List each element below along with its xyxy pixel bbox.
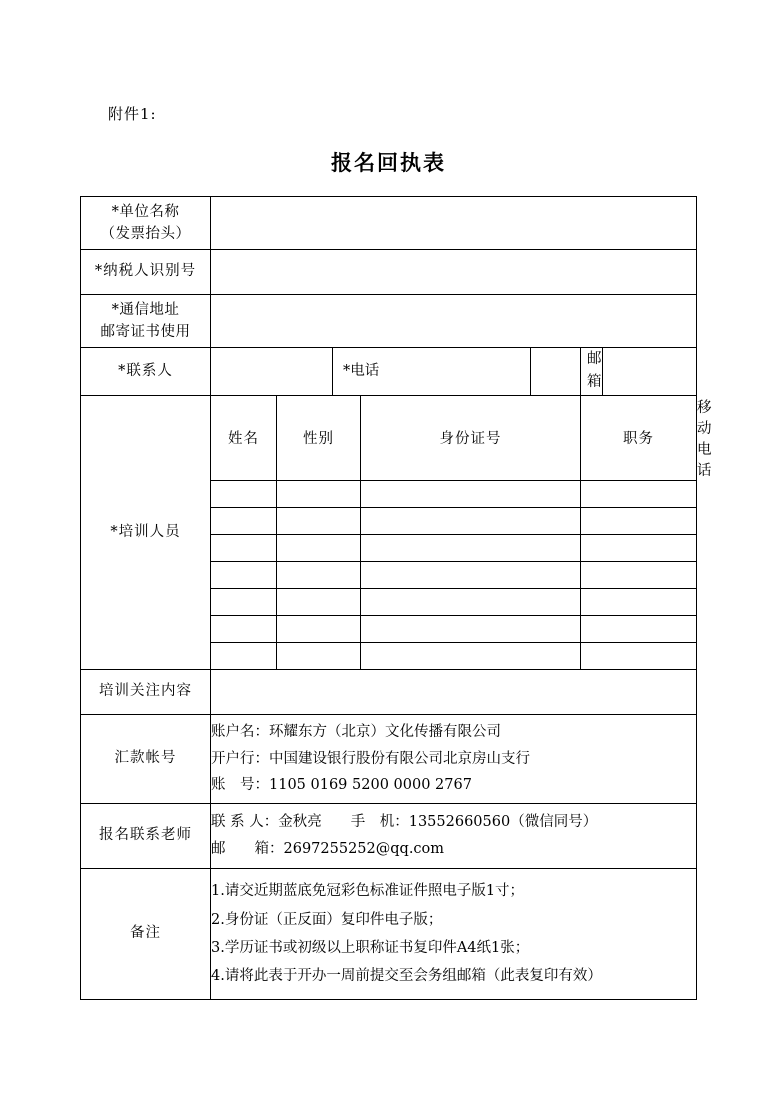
trainee-header-id: 身份证号	[361, 395, 581, 480]
trainee-cell-name[interactable]	[211, 534, 277, 561]
remark-label: 备注	[81, 868, 211, 999]
phone-label: *电话	[333, 348, 531, 396]
table-row-taxpayer-id	[81, 250, 697, 295]
trainee-cell-position[interactable]	[581, 615, 697, 642]
remark-line-3: 3.学历证书或初级以上职称证书复印件A4纸1张；	[211, 939, 530, 956]
unit-name-label-line1: *单位名称	[111, 203, 180, 220]
remittance-line-account-number: 账 号：1105 0169 5200 0000 2767	[211, 777, 472, 794]
trainee-cell-position[interactable]	[581, 480, 697, 507]
phone-value[interactable]	[531, 348, 581, 396]
table-row-address	[81, 295, 697, 348]
trainee-cell-position[interactable]	[581, 507, 697, 534]
trainee-cell-gender[interactable]	[277, 561, 361, 588]
remark-line-4: 4.请将此表于开办一周前提交至会务组邮箱（此表复印有效）	[211, 968, 602, 985]
trainee-cell-gender[interactable]	[277, 507, 361, 534]
trainee-cell-name[interactable]	[211, 588, 277, 615]
trainee-cell-id[interactable]	[361, 480, 581, 507]
trainee-header-name: 姓名	[211, 395, 277, 480]
trainee-cell-id[interactable]	[361, 642, 581, 669]
remittance-value	[211, 714, 697, 803]
trainee-header-gender: 性别	[277, 395, 361, 480]
remittance-line-bank: 开户行：中国建设银行股份有限公司北京房山支行	[211, 750, 530, 767]
table-row-remark	[81, 868, 697, 999]
email-label: 邮箱	[581, 348, 603, 396]
focus-value[interactable]	[211, 669, 697, 714]
trainee-cell-gender[interactable]	[277, 615, 361, 642]
trainee-cell-name[interactable]	[211, 480, 277, 507]
trainee-cell-name[interactable]	[211, 615, 277, 642]
table-row-remittance	[81, 714, 697, 803]
remark-line-1: 1.请交近期蓝底免冠彩色标准证件照电子版1寸；	[211, 883, 525, 900]
registration-form-table	[80, 196, 713, 1000]
page-title: 报名回执表	[331, 150, 446, 175]
table-row-contact	[81, 348, 697, 396]
email-value[interactable]	[603, 348, 697, 396]
trainee-cell-id[interactable]	[361, 588, 581, 615]
taxpayer-id-label: *纳税人识别号	[81, 250, 211, 295]
teacher-value	[211, 803, 697, 868]
trainee-cell-gender[interactable]	[277, 588, 361, 615]
teacher-line-contact: 联 系 人：金秋亮 手 机：13552660560（微信同号）	[211, 814, 598, 831]
trainee-cell-name[interactable]	[211, 561, 277, 588]
contact-value[interactable]	[211, 348, 333, 396]
table-row-unit-name	[81, 197, 697, 250]
unit-name-label-line2: （发票抬头）	[100, 226, 191, 242]
remittance-label: 汇款帐号	[81, 714, 211, 803]
attachment-label: 附件1:	[108, 105, 157, 123]
remark-line-2: 2.身份证（正反面）复印件电子版；	[211, 911, 443, 928]
table-row-teacher	[81, 803, 697, 868]
focus-label: 培训关注内容	[81, 669, 211, 714]
trainee-cell-position[interactable]	[581, 561, 697, 588]
teacher-label: 报名联系老师	[81, 803, 211, 868]
taxpayer-id-value[interactable]	[211, 250, 697, 295]
trainee-cell-gender[interactable]	[277, 534, 361, 561]
trainee-cell-id[interactable]	[361, 561, 581, 588]
contact-label: *联系人	[81, 348, 211, 396]
trainee-cell-name[interactable]	[211, 642, 277, 669]
teacher-line-email: 邮 箱：2697255252@qq.com	[211, 840, 445, 857]
unit-name-value[interactable]	[211, 197, 697, 250]
trainee-cell-id[interactable]	[361, 615, 581, 642]
address-value[interactable]	[211, 295, 697, 348]
trainee-cell-id[interactable]	[361, 507, 581, 534]
trainee-header-position: 职务	[581, 395, 697, 480]
trainee-cell-position[interactable]	[581, 534, 697, 561]
trainee-cell-name[interactable]	[211, 507, 277, 534]
trainee-cell-id[interactable]	[361, 534, 581, 561]
trainee-cell-position[interactable]	[581, 588, 697, 615]
trainees-label: *培训人员	[81, 395, 211, 669]
remittance-line-account-name: 账户名：环耀东方（北京）文化传播有限公司	[211, 723, 501, 740]
address-label	[81, 295, 211, 348]
address-label-line2: 邮寄证书使用	[100, 324, 191, 340]
unit-name-label	[81, 197, 211, 250]
trainee-cell-gender[interactable]	[277, 642, 361, 669]
trainee-cell-gender[interactable]	[277, 480, 361, 507]
table-row-trainee-header: *培训人员 姓名 性别 身份证号 职务 移动电话	[81, 395, 697, 480]
address-label-line1: *通信地址	[111, 301, 180, 318]
trainee-cell-position[interactable]	[581, 642, 697, 669]
remark-value	[211, 868, 697, 999]
table-row-focus	[81, 669, 697, 714]
